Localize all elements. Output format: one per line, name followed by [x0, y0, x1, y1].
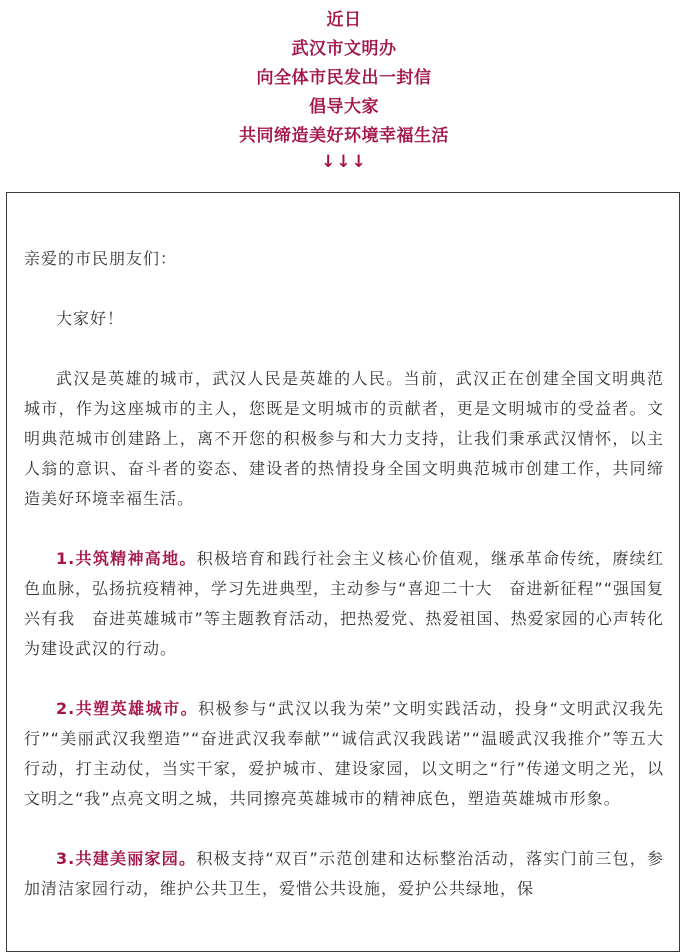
header-line-1: 近日: [326, 10, 362, 30]
intro-paragraph: 武汉是英雄的城市，武汉人民是英雄的人民。当前，武汉正在创建全国文明典范城市，作为这座城市的主人，您既是文明城市的贡献者，更是文明城市的受益者。文明典范城市创建路上，离不开您的积极参与和大力支持，让我们秉承武汉情怀，以主人翁的意识、奋斗者的姿态、建设者的热情投身全国文明典范城市创建工作，共同缔造美好环境幸福生活。: [24, 369, 664, 508]
point-1-text: 积极培育和践行社会主义核心价值观，继承革命传统，赓续红色血脉，弘扬抗疫精神，学习先进典型，主动参与“喜迎二十大 奋进新征程”“强国复兴有我 奋进英雄城市”等主题教育活动，把热爱党、热爱祖国、热爱家园的心声转化为建设武汉的行动。: [24, 549, 664, 658]
header: [0, 6, 688, 173]
point-3-text: 积极支持“双百”示范创建和达标整治活动，落实门前三包，参加清洁家园行动，维护公共卫生，爱惜公共设施，爱护公共绿地，保: [24, 849, 664, 898]
header-line-2: 武汉市文明办: [291, 39, 397, 59]
letter-body: [24, 244, 664, 934]
greeting: 大家好！: [56, 309, 125, 328]
header-line-4: 倡导大家: [309, 97, 379, 117]
point-2-paragraph: [24, 694, 664, 814]
point-1-title: 1.共筑精神高地。: [56, 549, 197, 568]
point-2-title: 2.共塑英雄城市。: [56, 699, 199, 718]
header-line-3: 向全体市民发出一封信: [256, 68, 432, 88]
point-2-text: 积极参与“武汉以我为荣”文明实践活动，投身“文明武汉我先行”“美丽武汉我塑造”“奋进武汉我奉献”“诚信武汉我践诺”“温暖武汉我推介”等五大行动，打主动仗，当实干家，爱护城市、建设家园，以文明之“行”传递文明之光，以文明之“我”点亮文明之城，共同擦亮英雄城市的精神底色，塑造英雄城市形象。: [24, 699, 664, 808]
salutation: 亲爱的市民朋友们：: [24, 249, 178, 268]
point-3-title: 3.共建美丽家园。: [56, 849, 197, 868]
point-3-paragraph: [24, 844, 664, 904]
down-arrows-icon: ↓↓↓: [321, 152, 367, 172]
point-1-paragraph: [24, 544, 664, 664]
header-line-5: 共同缔造美好环境幸福生活: [239, 126, 449, 146]
